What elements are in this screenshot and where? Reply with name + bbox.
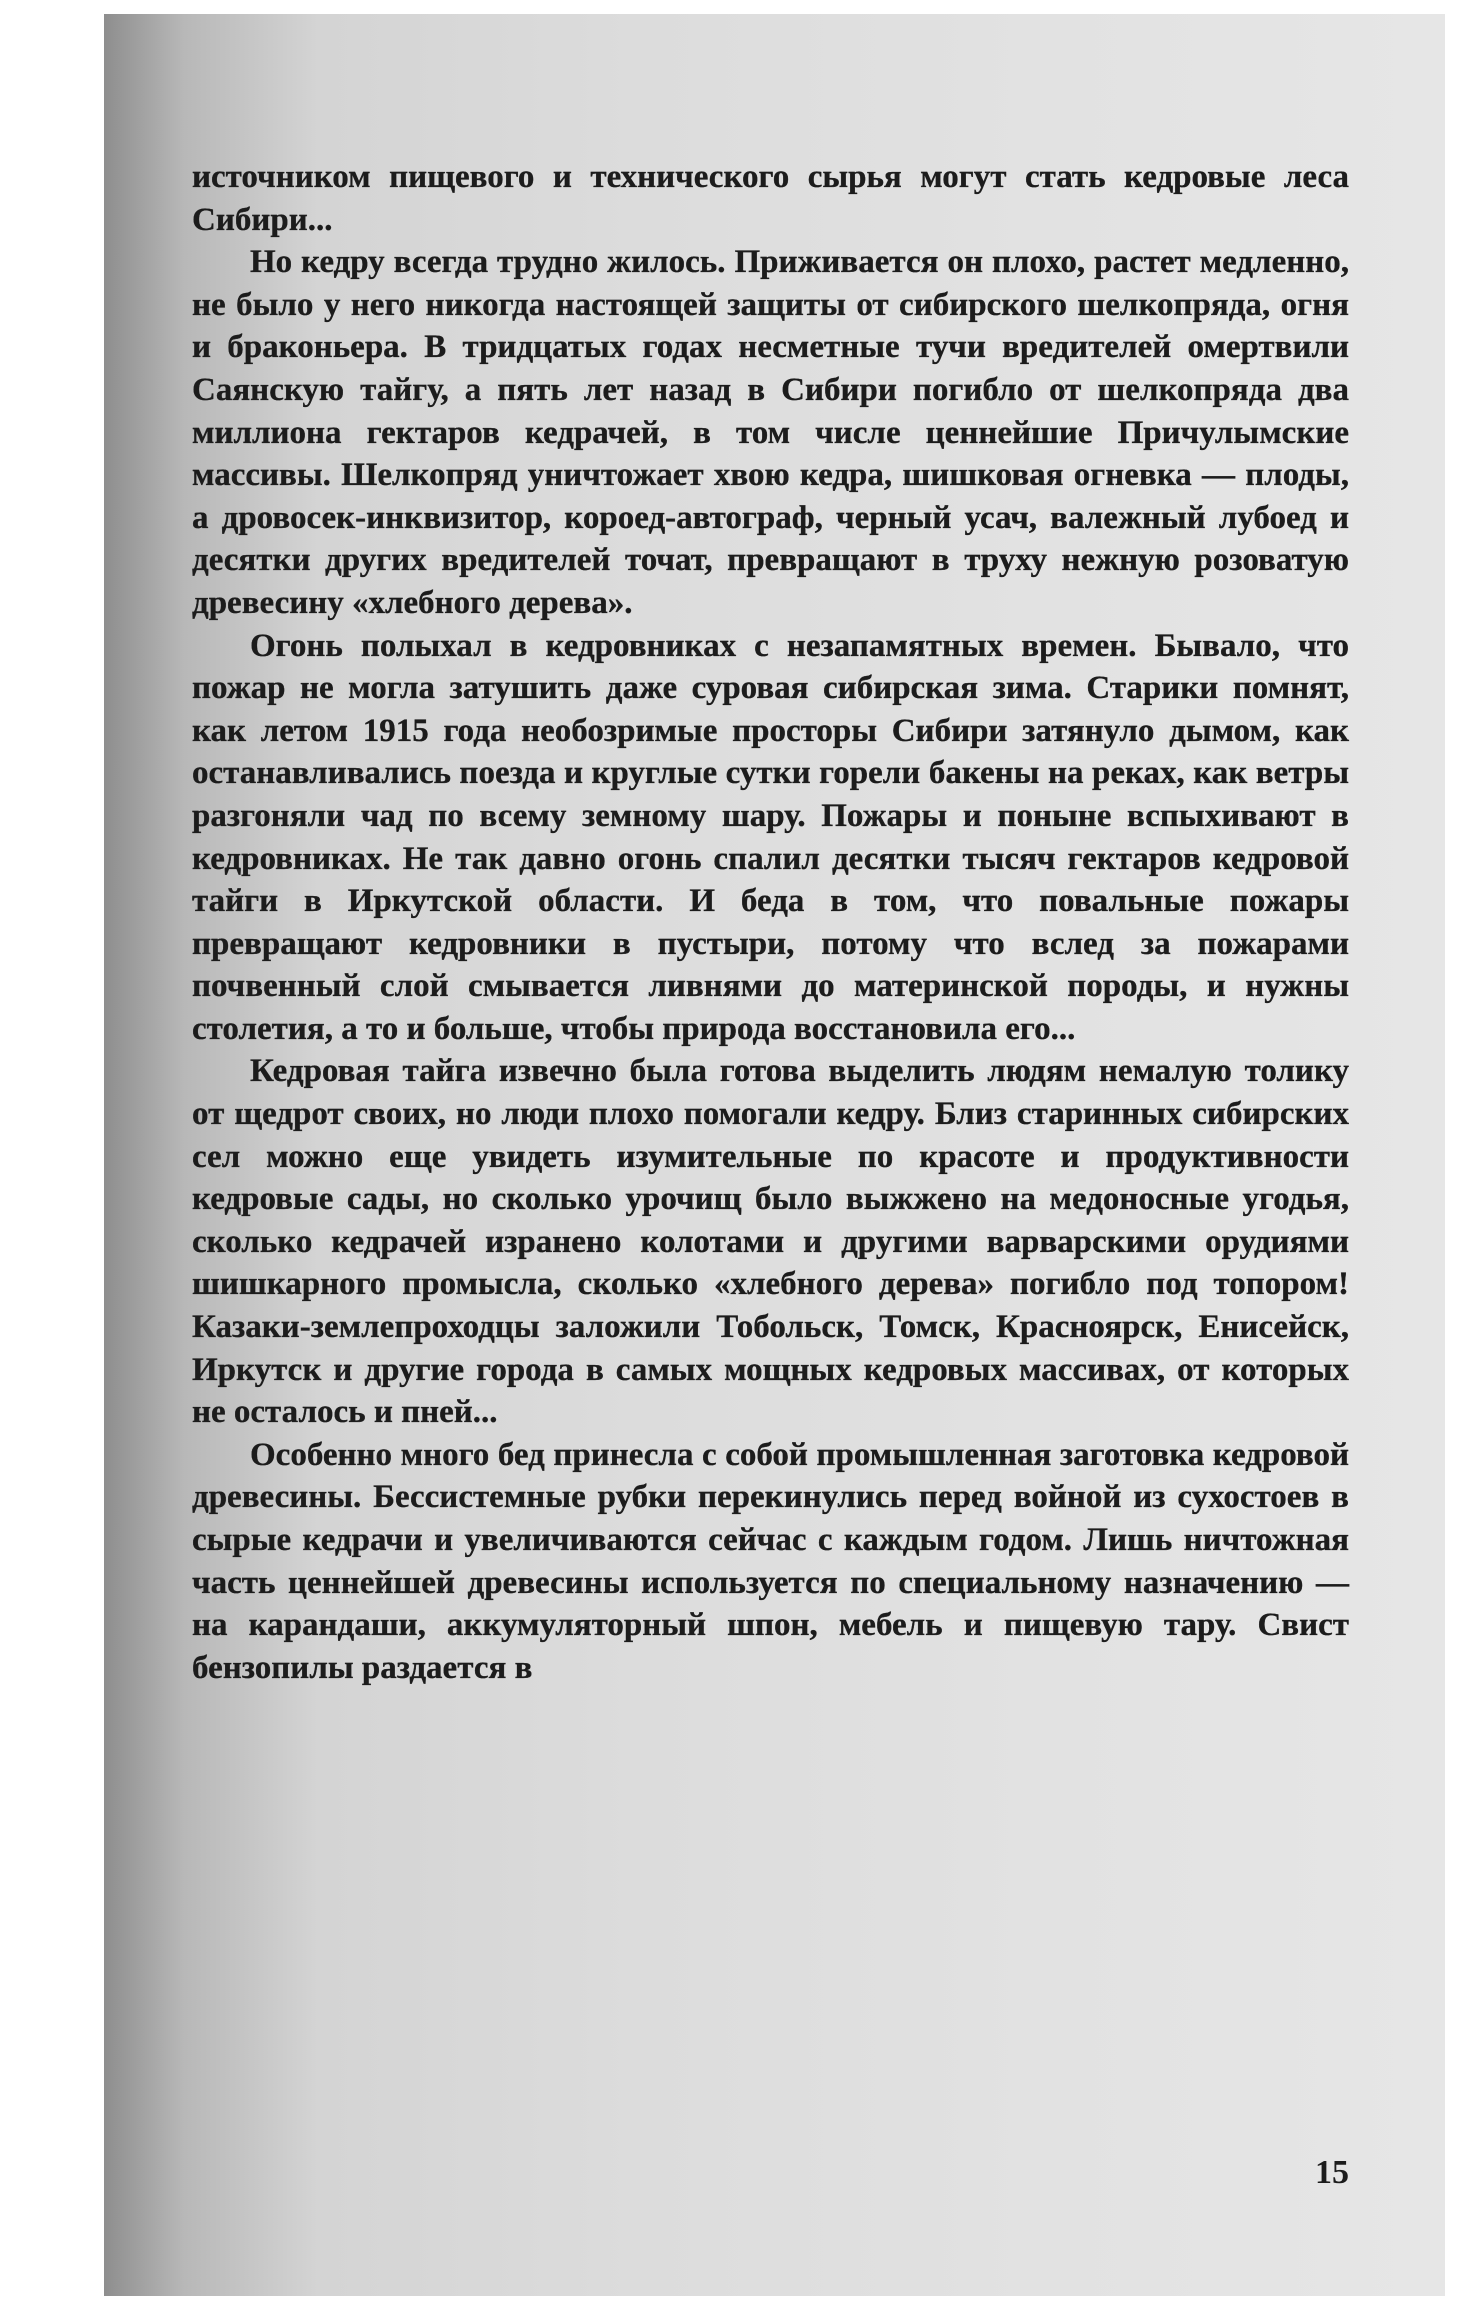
book-page xyxy=(104,14,1445,2296)
paragraph-3: Огонь полыхал в кедровниках с незапамятных времен. Бывало, что пожар не могла затушить даже суровая сибирская зима. Старики помнят, как летом 1915 года необозримые просторы Сибири затянуло дымом, как останавливались поезда и круглые сутки горели бакены на реках, как ветры разгоняли чад по всему земному шару. Пожары и поныне вспыхивают в кедровниках. Не так давно огонь спалил десятки тысяч гектаров кедровой тайги в Иркутской области. И беда в том, что повальные пожары превращают кедровники в пустыри, потому что вслед за пожарами почвенный слой смывается ливнями до материнской породы, и нужны столетия, а то и больше, чтобы природа восстановила его... xyxy=(192,627,1349,1047)
paragraph-1: источником пищевого и технического сырья могут стать кедровые леса Сибири... xyxy=(192,159,1349,238)
paragraph-5: Особенно много бед принесла с собой промышленная заготовка кедровой древесины. Бессистемные рубки перекинулись перед войной из сухостоев в сырые кедрачи и увеличиваются сейчас с каждым годом. Лишь ничтожная часть ценнейшей древесины используется по специальному назначению — на карандаши, аккумуляторный шпон, мебель и пищевую тару. Свист бензопилы раздается в xyxy=(192,1436,1349,1686)
body-text xyxy=(192,156,1349,1689)
paragraph-2: Но кедру всегда трудно жилось. Приживается он плохо, растет медленно, не было у него никогда настоящей защиты от сибирского шелкопряда, огня и браконьера. В тридцатых годах несметные тучи вредителей омертвили Саянскую тайгу, а пять лет назад в Сибири погибло от шелкопряда два миллиона гектаров кедрачей, в том числе ценнейшие Причулымские массивы. Шелкопряд уничтожает хвою кедра, шишковая огневка — плоды, а дровосек-инквизитор, короед-автограф, черный усач, валежный лубоед и десятки других вредителей точат, превращают в труху нежную розоватую древесину «хлебного дерева». xyxy=(192,244,1349,621)
page-number: 15 xyxy=(1315,2154,1349,2191)
paragraph-4: Кедровая тайга извечно была готова выделить людям немалую толику от щедрот своих, но люди плохо помогали кедру. Близ старинных сибирских сел можно еще увидеть изумительные по красоте и продуктивности кедровые сады, но сколько урочищ было выжжено на медоносные угодья, сколько кедрачей изранено колотами и другими варварскими орудиями шишкарного промысла, сколько «хлебного дерева» погибло под топором! Казаки-землепроходцы заложили Тобольск, Томск, Красноярск, Енисейск, Иркутск и другие города в самых мощных кедровых массивах, от которых не осталось и пней... xyxy=(192,1053,1349,1431)
